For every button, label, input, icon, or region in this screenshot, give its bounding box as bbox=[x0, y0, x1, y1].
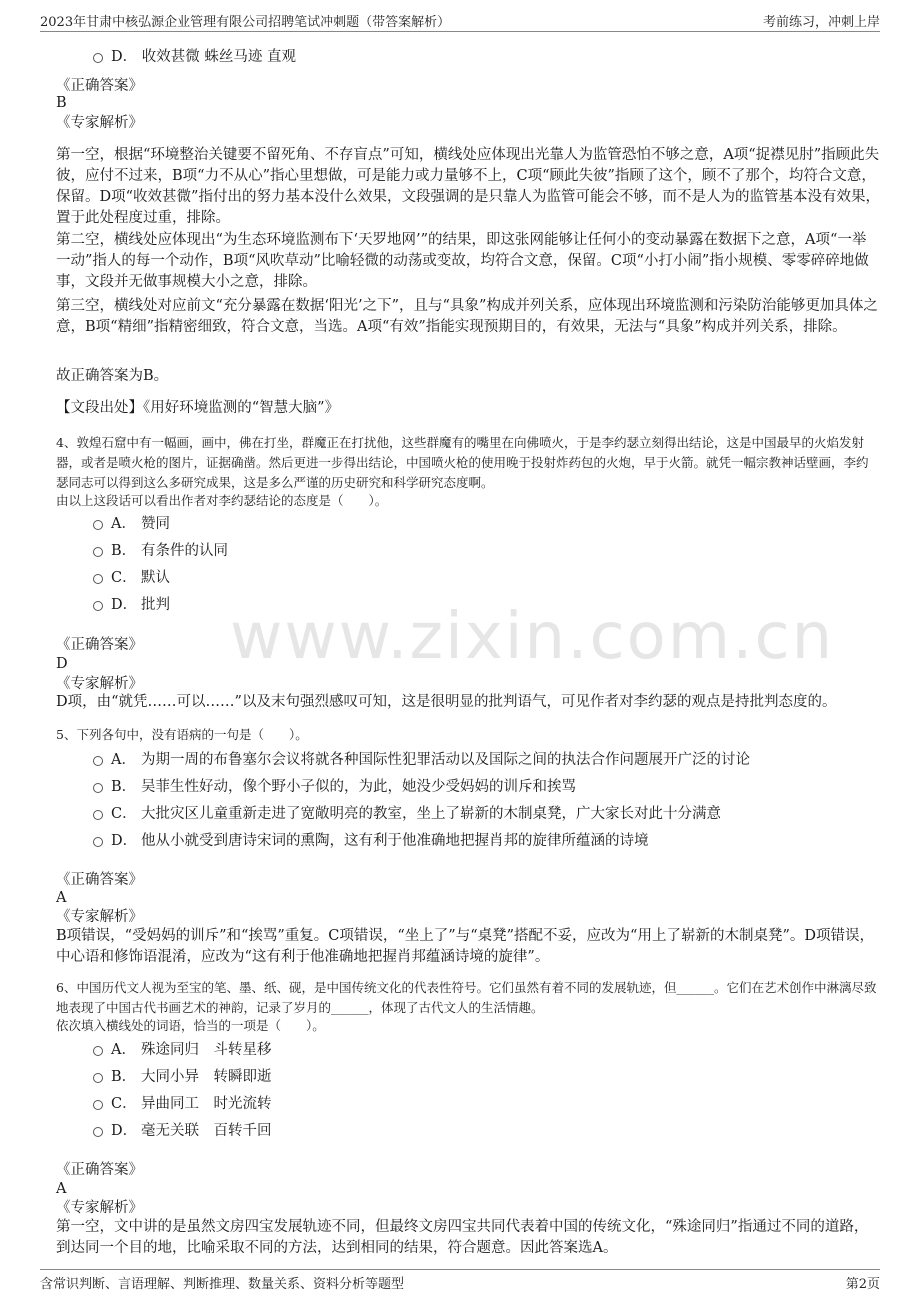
q4-option-d[interactable]: D． 批判 bbox=[93, 592, 170, 614]
q3-option-d-text: D． 收效甚微 蛛丝马迹 直观 bbox=[111, 48, 296, 65]
q5-stem: 5、下列各句中，没有语病的一句是（ ）。 bbox=[56, 727, 308, 742]
q3-analysis-para-1: 第一空，根据“环境整治关键要不留死角、不存盲点”可知，横线处应体现出光靠人为监管恐怕不够之意，A项“捉襟见肘”指顾此失彼，应付不过来，B项“力不从心”指心里想做，可是能力或力量够不上，C项“顾此失彼”指顾了这个，顾不了那个，均符合文意，保留。D项“收效甚微”指付出的努力基本没什么效果，文段强调的是只靠人为监管可能会不够，而不是人为的监管基本没有效果，置于此处程度过重，排除。 bbox=[56, 147, 880, 226]
q6-option-b[interactable]: B． 大同小异 转瞬即逝 bbox=[93, 1064, 272, 1086]
header-divider bbox=[40, 31, 880, 32]
radio-icon[interactable] bbox=[93, 1100, 103, 1110]
q5-analysis: B项错误，“受妈妈的训斥”和“挨骂”重复。C项错误，“坐上了”与“桌凳”搭配不妥，应改为“用上了崭新的木制桌凳”。D项错误，中心语和修饰语混淆，应改为“这有利于他准确地把握肖邦蕴涵诗境的旋律”。 bbox=[56, 928, 874, 965]
q4-analysis-label: 《专家解析》 bbox=[56, 676, 143, 692]
footer-divider bbox=[40, 1269, 880, 1270]
radio-icon[interactable] bbox=[93, 1073, 103, 1083]
q4-option-b[interactable]: B． 有条件的认同 bbox=[93, 538, 228, 560]
q5-answer: A bbox=[56, 890, 67, 906]
q6-answer-label: 《正确答案》 bbox=[56, 1162, 143, 1178]
radio-icon[interactable] bbox=[93, 53, 103, 63]
q3-analysis-conclusion: 故正确答案为B。 bbox=[56, 368, 169, 384]
q5-analysis-label: 《专家解析》 bbox=[56, 909, 143, 925]
footer-topics: 含常识判断、言语理解、判断推理、数量关系、资料分析等题型 bbox=[40, 1277, 405, 1292]
q6-question: 依次填入横线处的词语，恰当的一项是（ ）。 bbox=[56, 1018, 325, 1033]
radio-icon[interactable] bbox=[93, 810, 103, 820]
q5-option-b[interactable]: B． 吴菲生性好动，像个野小子似的，为此，她没少受妈妈的训斥和挨骂 bbox=[93, 774, 576, 796]
q6-stem: 6、中国历代文人视为至宝的笔、墨、纸、砚，是中国传统文化的代表性符号。它们虽然有着不同的发展轨迹，但______。它们在艺术创作中淋漓尽致地表现了中国古代书画艺术的神韵，记录了岁月的______，体现了古代文人的生活情趣。 bbox=[56, 980, 877, 1015]
q4-option-c[interactable]: C． 默认 bbox=[93, 565, 170, 587]
q3-answer: B bbox=[56, 95, 67, 111]
q3-source: 【文段出处】《用好环境监测的“智慧大脑”》 bbox=[56, 400, 340, 416]
q6-option-c[interactable]: C． 异曲同工 时光流转 bbox=[93, 1091, 272, 1113]
q5-answer-label: 《正确答案》 bbox=[56, 872, 143, 888]
radio-icon[interactable] bbox=[93, 520, 103, 530]
q5-option-c[interactable]: C． 大批灾区儿童重新走进了宽敞明亮的教室，坐上了崭新的木制桌凳，广大家长对此十分满意 bbox=[93, 801, 721, 823]
q4-stem: 4、敦煌石窟中有一幅画，画中，佛在打坐，群魔正在打扰他，这些群魔有的嘴里在向佛喷火，于是李约瑟立刻得出结论，这是中国最早的火焰发射器，或者是喷火枪的图片，证据确凿。然后更进一步得出结论，中国喷火枪的使用晚于投射炸药包的火炮，早于火箭。就凭一幅宗教神话壁画，李约瑟同志可以得到这么多研究成果，这是多么严谨的历史研究和科学研究态度啊。 bbox=[56, 435, 869, 490]
q4-answer: D bbox=[56, 656, 68, 672]
q6-analysis: 第一空，文中讲的是虽然文房四宝发展轨迹不同，但最终文房四宝共同代表着中国的传统文化，“殊途同归”指通过不同的道路，到达同一个目的地，比喻采取不同的方法，达到相同的结果，符合题意。因此答案选A。 bbox=[56, 1219, 869, 1256]
page-footer bbox=[40, 1273, 880, 1292]
q4-question: 由以上这段话可以看出作者对李约瑟结论的态度是（ ）。 bbox=[56, 493, 388, 508]
document-title: 2023年甘肃中核弘源企业管理有限公司招聘笔试冲刺题（带答案解析） bbox=[40, 15, 451, 30]
page-header bbox=[40, 11, 880, 30]
page-number: 第2页 bbox=[845, 1277, 880, 1292]
q3-analysis-para-3: 第三空，横线处对应前文“充分暴露在数据‘阳光’之下”，且与“具象”构成并列关系，应体现出环境监测和污染防治能够更加具体之意，B项“精细”指精密细致，符合文意，当选。A项“有效”指能实现预期目的，有效果，无法与“具象”构成并列关系，排除。 bbox=[56, 298, 878, 335]
q5-option-a[interactable]: A． 为期一周的布鲁塞尔会议将就各种国际性犯罪活动以及国际之间的执法合作问题展开广泛的讨论 bbox=[93, 747, 750, 769]
radio-icon[interactable] bbox=[93, 1127, 103, 1137]
radio-icon[interactable] bbox=[93, 837, 103, 847]
q4-answer-label: 《正确答案》 bbox=[56, 637, 143, 653]
q6-answer: A bbox=[56, 1181, 67, 1197]
q6-analysis-label: 《专家解析》 bbox=[56, 1200, 143, 1216]
q4-option-a[interactable]: A． 赞同 bbox=[93, 511, 170, 533]
radio-icon[interactable] bbox=[93, 1046, 103, 1056]
radio-icon[interactable] bbox=[93, 547, 103, 557]
q3-analysis-para-2: 第二空，横线处应体现出“为生态环境监测布下‘天罗地网’”的结果，即这张网能够让任何小的变动暴露在数据下之意，A项“一举一动”指人的每一个动作，B项“风吹草动”比喻轻微的动荡或变故，均符合文意，保留。C项“小打小闹”指小规模、零零碎碎地做事，文段并无做事规模大小之意，排除。 bbox=[56, 232, 869, 290]
radio-icon[interactable] bbox=[93, 783, 103, 793]
q5-option-d[interactable]: D． 他从小就受到唐诗宋词的熏陶，这有利于他准确地把握肖邦的旋律所蕴涵的诗境 bbox=[93, 828, 649, 850]
radio-icon[interactable] bbox=[93, 574, 103, 584]
header-slogan: 考前练习，冲刺上岸 bbox=[762, 15, 880, 30]
radio-icon[interactable] bbox=[93, 756, 103, 766]
watermark: www.zixin.com.cn bbox=[230, 600, 835, 674]
q6-option-a[interactable]: A． 殊途同归 斗转星移 bbox=[93, 1037, 272, 1059]
radio-icon[interactable] bbox=[93, 601, 103, 611]
q3-answer-label: 《正确答案》 bbox=[56, 78, 143, 94]
q3-analysis-label: 《专家解析》 bbox=[56, 115, 143, 131]
q6-option-d[interactable]: D． 毫无关联 百转千回 bbox=[93, 1118, 272, 1140]
q3-option-d[interactable] bbox=[93, 44, 296, 66]
q4-analysis: D项，由“就凭……可以……”以及末句强烈感叹可知，这是很明显的批判语气，可见作者对李约瑟的观点是持批判态度的。 bbox=[56, 694, 837, 710]
